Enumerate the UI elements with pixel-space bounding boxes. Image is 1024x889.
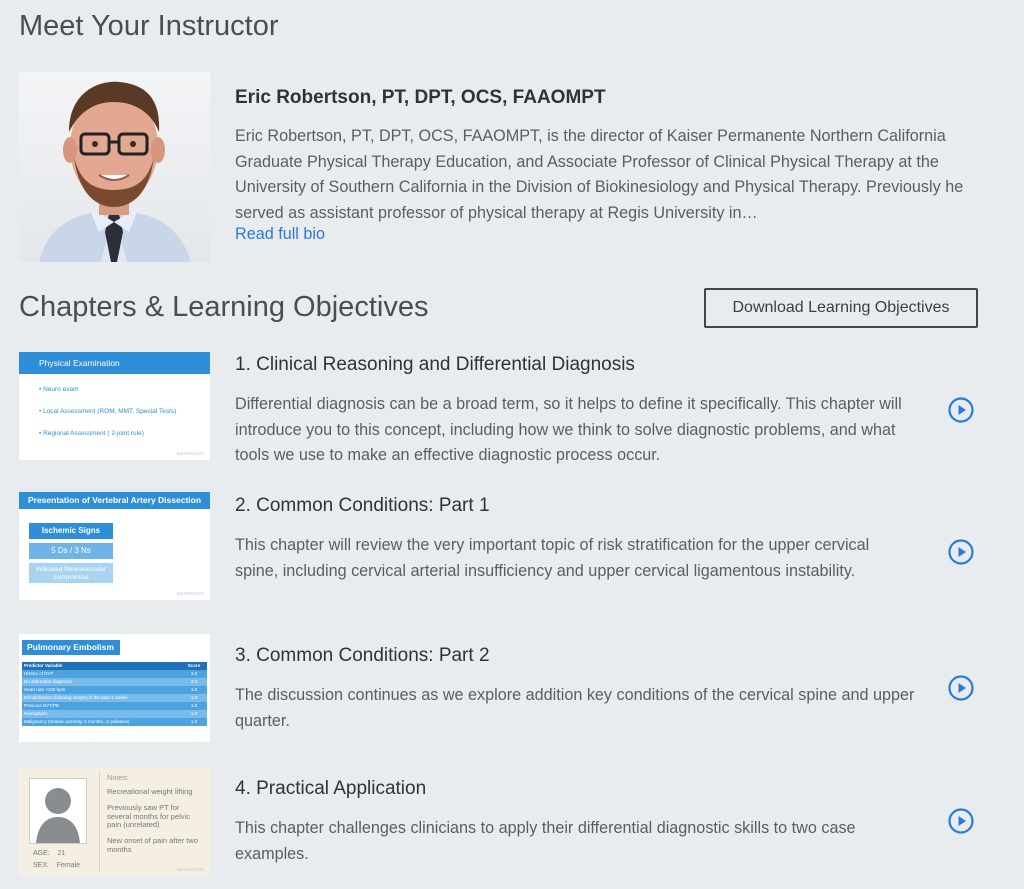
slide-table-cell: History of DVT <box>24 671 54 676</box>
slide-table-cell: Score <box>187 663 201 668</box>
slide-heading: Presentation of Vertebral Artery Dissection <box>19 492 210 509</box>
slide-bullet: • Neuro exam <box>39 386 79 393</box>
slide-box: 5 Ds / 3 Ns <box>29 543 113 559</box>
slide-heading: Pulmonary Embolism <box>22 640 120 655</box>
download-learning-objectives-button[interactable]: Download Learning Objectives <box>704 288 978 328</box>
slide-table-cell: Predictor Variable <box>24 663 63 668</box>
slide-table-row <box>22 670 207 678</box>
chapter-thumbnail[interactable] <box>19 352 210 460</box>
age-field <box>33 850 65 857</box>
slide-table-cell: 1.0 <box>190 719 198 724</box>
age-value: 21 <box>57 850 66 857</box>
slide-table-cell: No alternative diagnosis <box>24 679 73 684</box>
read-full-bio-link[interactable]: Read full bio <box>235 225 325 243</box>
person-silhouette-icon <box>29 778 87 844</box>
slide-table-cell: Previous DVT/PE <box>24 703 60 708</box>
slide-table-row <box>22 702 207 710</box>
slide-watermark: MEDBRIDGE <box>176 591 204 596</box>
note-item: Previously saw PT for several months for pelvic pain (unrelated) <box>107 803 190 829</box>
play-circle-icon[interactable] <box>948 808 974 834</box>
section-title-chapters: Chapters & Learning Objectives <box>19 291 429 323</box>
chapter-title: 1. Clinical Reasoning and Differential Diagnosis <box>235 354 635 375</box>
slide-table-cell: 1.0 <box>190 711 198 716</box>
sex-field <box>33 862 80 869</box>
chapter-description: This chapter challenges clinicians to apply their differential diagnostic skills to two case examples. <box>235 819 856 863</box>
age-label: AGE: <box>33 850 50 857</box>
slide-table-cell: 1.5 <box>190 703 198 708</box>
chapter-description: This chapter will review the very important topic of risk stratification for the upper cervical spine, including cervical arterial insufficiency and upper cervical ligamentous instability. <box>235 536 870 580</box>
chapter-thumbnail[interactable] <box>19 492 210 600</box>
slide-table-row <box>22 710 207 718</box>
sex-value: Female <box>56 862 81 869</box>
slide-table-cell: Heart rate >100 bpm <box>24 687 66 692</box>
slide-table-row <box>22 718 207 726</box>
slide-bullet: • Local Assessment (ROM, MMT, Special Tests) <box>39 408 177 415</box>
chapter-thumbnail[interactable] <box>19 634 210 742</box>
slide-watermark: MEDBRIDGE <box>176 867 204 872</box>
chapter-title: 3. Common Conditions: Part 2 <box>235 645 490 666</box>
instructor-bio: Eric Robertson, PT, DPT, OCS, FAAOMPT, is the director of Kaiser Permanente Northern California Graduate Physical Therapy Education, and Associate Professor of Clinical Physical Therapy at the University of Southern California in the Division of Biokinesiology and Physical Therapy. Previously he served as assistant professor of physical therapy at Regis University in… <box>235 127 964 222</box>
slide-table-row <box>22 694 207 702</box>
slide-table-cell: 1.5 <box>190 687 198 692</box>
play-circle-icon[interactable] <box>948 675 974 701</box>
chapter-description: The discussion continues as we explore addition key conditions of the cervical spine and upper quarter. <box>235 686 915 730</box>
slide-box: Ischemic Signs <box>29 523 113 539</box>
notes-label: Notes: <box>107 773 129 782</box>
chapter-title: 4. Practical Application <box>235 778 427 799</box>
instructor-name: Eric Robertson, PT, DPT, OCS, FAAOMPT <box>235 87 606 108</box>
slide-heading: Physical Examination <box>19 352 210 374</box>
note-item: Recreational weight lifting <box>107 787 193 796</box>
chapter-title: 2. Common Conditions: Part 1 <box>235 495 490 516</box>
slide-table-row <box>22 686 207 694</box>
slide-bullet: • Regional Assessment ( 2-joint rule) <box>39 430 144 437</box>
chapter-description: Differential diagnosis can be a broad term, so it helps to define it specifically. This chapter will introduce you to this concept, including how we think to solve diagnostic problems, and what tools we use to make an effective diagnostic process occur. <box>235 395 902 464</box>
slide-table-cell: Immobilization following surgery in the past 4 weeks <box>24 695 128 700</box>
sex-label: SEX: <box>33 862 49 869</box>
slide-table-cell: 3.0 <box>190 679 198 684</box>
slide-watermark: MEDBRIDGE <box>176 451 204 456</box>
slide-table-row <box>22 678 207 686</box>
divider <box>99 772 100 872</box>
chapter-thumbnail[interactable] <box>19 768 210 876</box>
play-circle-icon[interactable] <box>948 397 974 423</box>
play-circle-icon[interactable] <box>948 539 974 565</box>
note-item: New onset of pain after two months <box>107 836 198 854</box>
slide-table-header <box>22 662 207 670</box>
slide-box: Indicated Neurovascular compromise <box>29 563 113 583</box>
slide-table-cell: 3.0 <box>190 671 198 676</box>
section-title-instructor: Meet Your Instructor <box>19 10 279 42</box>
slide-table-cell: Hemoptysis <box>24 711 48 716</box>
slide-table-cell: 1.5 <box>190 695 198 700</box>
slide-table-cell: Malignancy (treated currently, 6 months, or palliative) <box>24 719 130 724</box>
instructor-photo <box>19 72 210 262</box>
